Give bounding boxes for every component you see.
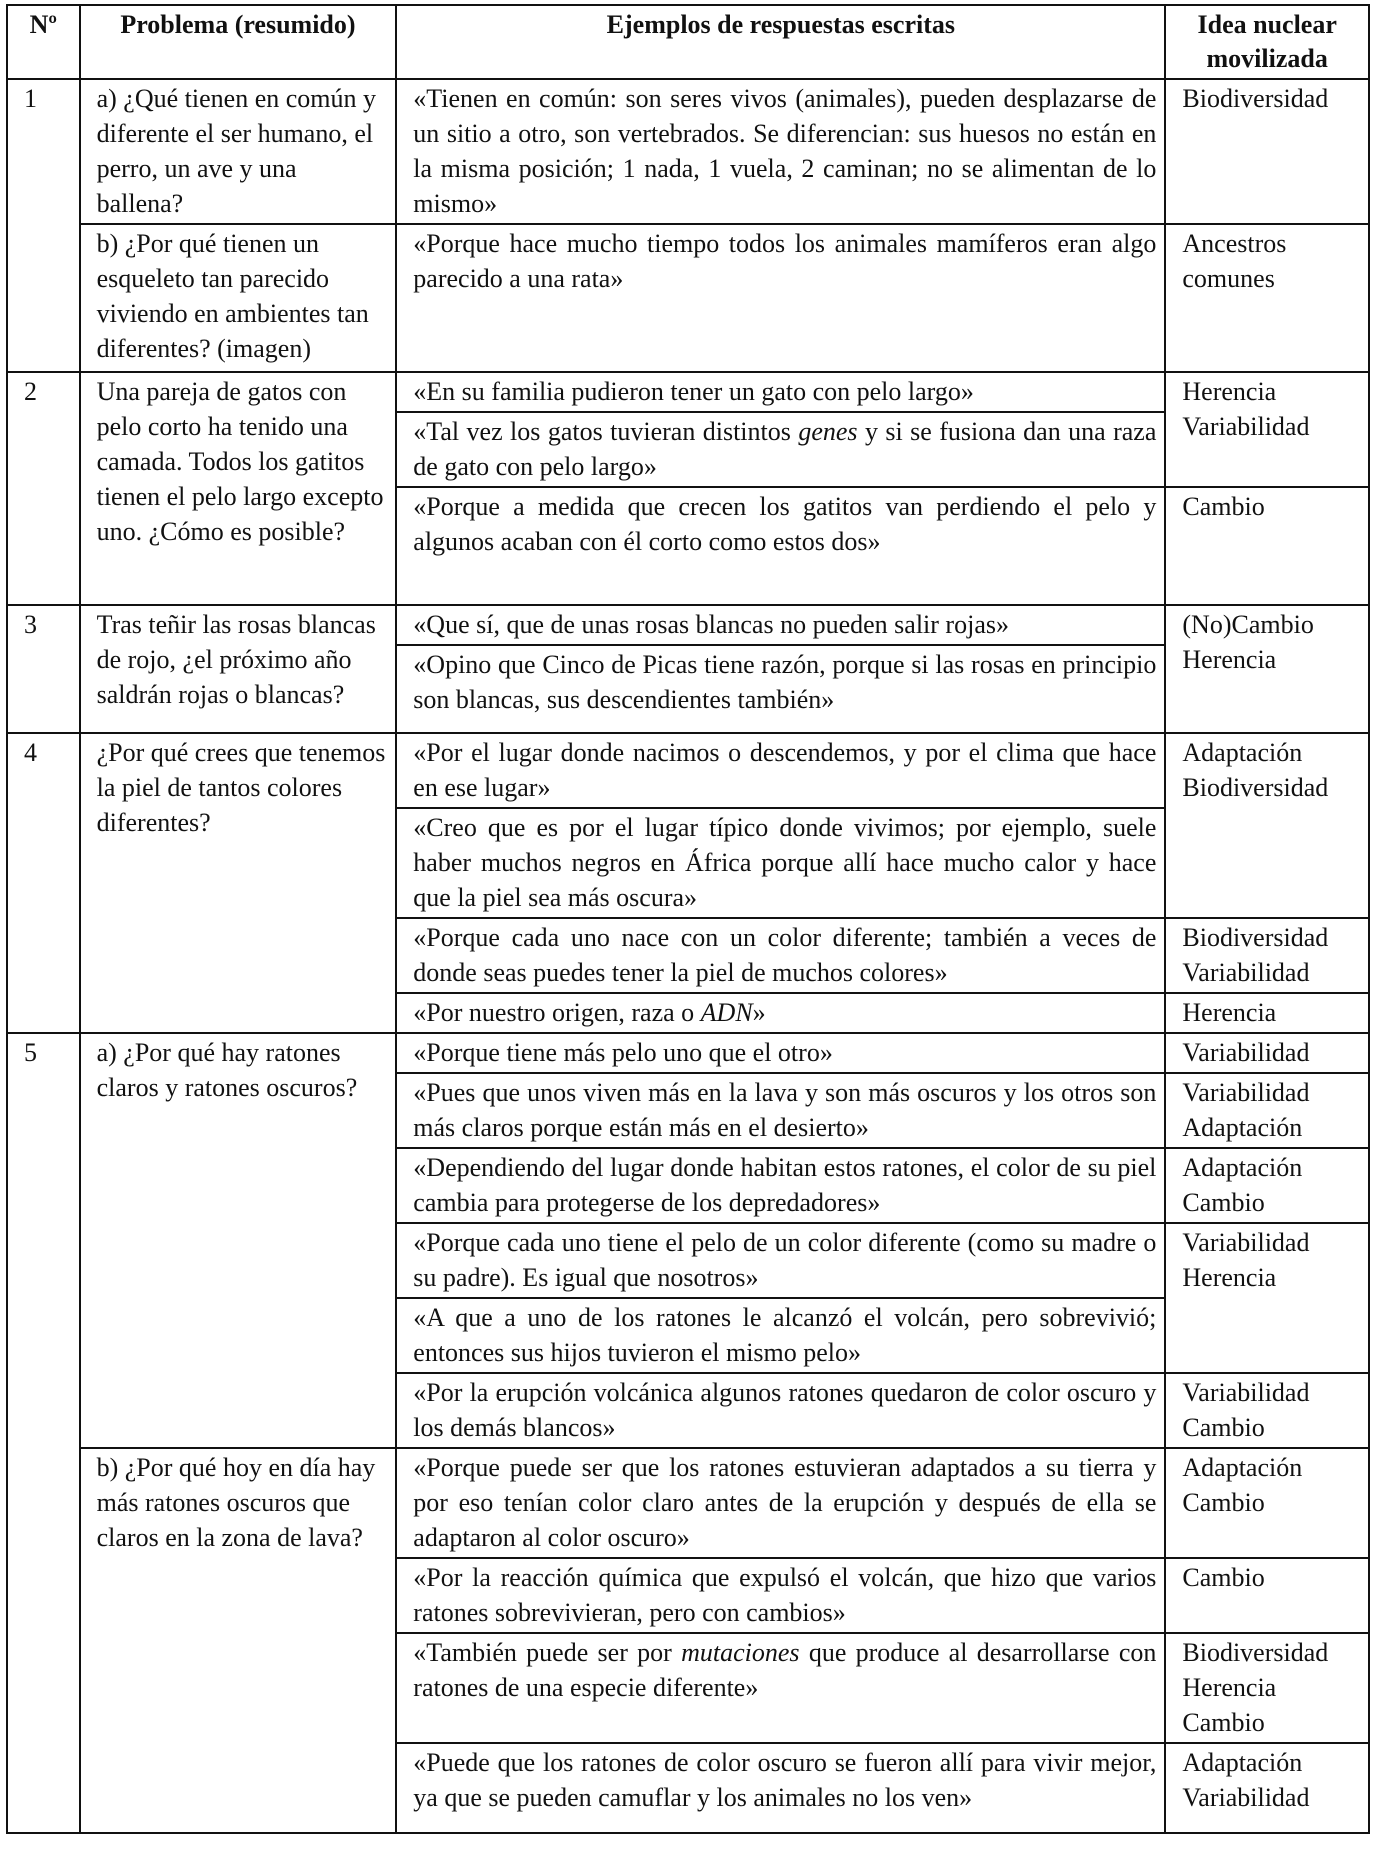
idea-text: Cambio — [1165, 487, 1369, 605]
response-text: «Tal vez los gatos tuvieran distintos genes y si se fusiona dan una raza de gato con pelo largo» — [396, 412, 1165, 487]
idea-text: Variabilidad Herencia — [1165, 1223, 1369, 1373]
idea-text: Adaptación Biodiversidad — [1165, 733, 1369, 918]
response-text: «Por la erupción volcánica algunos ratones quedaron de color oscuro y los demás blancos» — [396, 1373, 1165, 1448]
response-text: «Porque tiene más pelo uno que el otro» — [396, 1033, 1165, 1073]
problem-text: b) ¿Por qué hoy en día hay más ratones oscuros que claros en la zona de lava? — [80, 1448, 397, 1833]
header-idea: Idea nuclear movilizada — [1165, 5, 1369, 79]
response-text: «Creo que es por el lugar típico donde vivimos; por ejemplo, suele haber muchos negros en África porque allí hace mucho calor y hace que la piel sea más oscura» — [396, 808, 1165, 918]
table-row — [7, 1033, 1369, 1073]
table-row — [7, 605, 1369, 645]
idea-text: Biodiversidad — [1165, 79, 1369, 224]
italic-term: ADN — [700, 998, 753, 1027]
table-row — [7, 372, 1369, 412]
problem-number: 1 — [7, 79, 80, 372]
response-text: «Puede que los ratones de color oscuro se fueron allí para vivir mejor, ya que se pueden camuflar y los animales no los ven» — [396, 1743, 1165, 1833]
idea-text: Variabilidad — [1165, 1033, 1369, 1073]
problem-text: a) ¿Qué tienen en común y diferente el ser humano, el perro, un ave y una ballena? — [80, 79, 397, 224]
response-text: «Dependiendo del lugar donde habitan estos ratones, el color de su piel cambia para protegerse de los depredadores» — [396, 1148, 1165, 1223]
responses-table — [6, 4, 1370, 1834]
problem-text: a) ¿Por qué hay ratones claros y ratones oscuros? — [80, 1033, 397, 1448]
response-text: «Por la reacción química que expulsó el volcán, que hizo que varios ratones sobrevivieran, pero con cambios» — [396, 1558, 1165, 1633]
problem-text: ¿Por qué crees que tenemos la piel de tantos colores diferentes? — [80, 733, 397, 1033]
response-text: «Porque puede ser que los ratones estuvieran adaptados a su tierra y por eso tenían color claro antes de la erupción y después de ella se adaptaron al color oscuro» — [396, 1448, 1165, 1558]
response-text: «Porque cada uno nace con un color diferente; también a veces de donde seas puedes tener la piel de muchos colores» — [396, 918, 1165, 993]
idea-text: Cambio — [1165, 1558, 1369, 1633]
table-container — [6, 4, 1370, 1834]
idea-text: Adaptación Variabilidad — [1165, 1743, 1369, 1833]
table-row — [7, 224, 1369, 372]
header-ejemplos: Ejemplos de respuestas escritas — [396, 5, 1165, 79]
problem-text: b) ¿Por qué tienen un esqueleto tan parecido viviendo en ambientes tan diferentes? (imagen) — [80, 224, 397, 372]
response-text: «Por nuestro origen, raza o ADN» — [396, 993, 1165, 1033]
response-text: «Que sí, que de unas rosas blancas no pueden salir rojas» — [396, 605, 1165, 645]
table-row — [7, 79, 1369, 224]
problem-number: 2 — [7, 372, 80, 605]
italic-term: genes — [798, 417, 858, 446]
problem-number: 3 — [7, 605, 80, 733]
problem-number: 5 — [7, 1033, 80, 1833]
problem-text: Una pareja de gatos con pelo corto ha tenido una camada. Todos los gatitos tienen el pelo largo excepto uno. ¿Cómo es posible? — [80, 372, 397, 605]
table-row — [7, 733, 1369, 808]
response-text: «También puede ser por mutaciones que produce al desarrollarse con ratones de una especie diferente» — [396, 1633, 1165, 1743]
response-text: «Pues que unos viven más en la lava y son más oscuros y los otros son más claros porque están más en el desierto» — [396, 1073, 1165, 1148]
response-text: «Opino que Cinco de Picas tiene razón, porque si las rosas en principio son blancas, sus descendientes también» — [396, 645, 1165, 733]
idea-text: Herencia — [1165, 993, 1369, 1033]
response-text: «Por el lugar donde nacimos o descendemos, y por el clima que hace en ese lugar» — [396, 733, 1165, 808]
header-num: Nº — [7, 5, 80, 79]
response-text: «Porque a medida que crecen los gatitos van perdiendo el pelo y algunos acaban con él corto como estos dos» — [396, 487, 1165, 605]
table-row — [7, 1448, 1369, 1558]
response-text: «A que a uno de los ratones le alcanzó el volcán, pero sobrevivió; entonces sus hijos tuvieron el mismo pelo» — [396, 1298, 1165, 1373]
idea-text: (No)Cambio Herencia — [1165, 605, 1369, 733]
idea-text: Adaptación Cambio — [1165, 1148, 1369, 1223]
response-text: «En su familia pudieron tener un gato con pelo largo» — [396, 372, 1165, 412]
idea-text: Variabilidad Cambio — [1165, 1373, 1369, 1448]
idea-text: Herencia Variabilidad — [1165, 372, 1369, 487]
idea-text: Variabilidad Adaptación — [1165, 1073, 1369, 1148]
idea-text: Biodiversidad Herencia Cambio — [1165, 1633, 1369, 1743]
idea-text: Ancestros comunes — [1165, 224, 1369, 372]
response-text: «Porque cada uno tiene el pelo de un color diferente (como su madre o su padre). Es igual que nosotros» — [396, 1223, 1165, 1298]
response-text: «Porque hace mucho tiempo todos los animales mamíferos eran algo parecido a una rata» — [396, 224, 1165, 372]
italic-term: mutaciones — [681, 1638, 800, 1667]
header-problema: Problema (resumido) — [80, 5, 397, 79]
problem-number: 4 — [7, 733, 80, 1033]
problem-text: Tras teñir las rosas blancas de rojo, ¿el próximo año saldrán rojas o blancas? — [80, 605, 397, 733]
response-text: «Tienen en común: son seres vivos (animales), pueden desplazarse de un sitio a otro, son vertebrados. Se diferencian: sus huesos no están en la misma posición; 1 nada, 1 vuela, 2 caminan; no se alimentan de lo mismo» — [396, 79, 1165, 224]
header-row — [7, 5, 1369, 79]
idea-text: Biodiversidad Variabilidad — [1165, 918, 1369, 993]
idea-text: Adaptación Cambio — [1165, 1448, 1369, 1558]
